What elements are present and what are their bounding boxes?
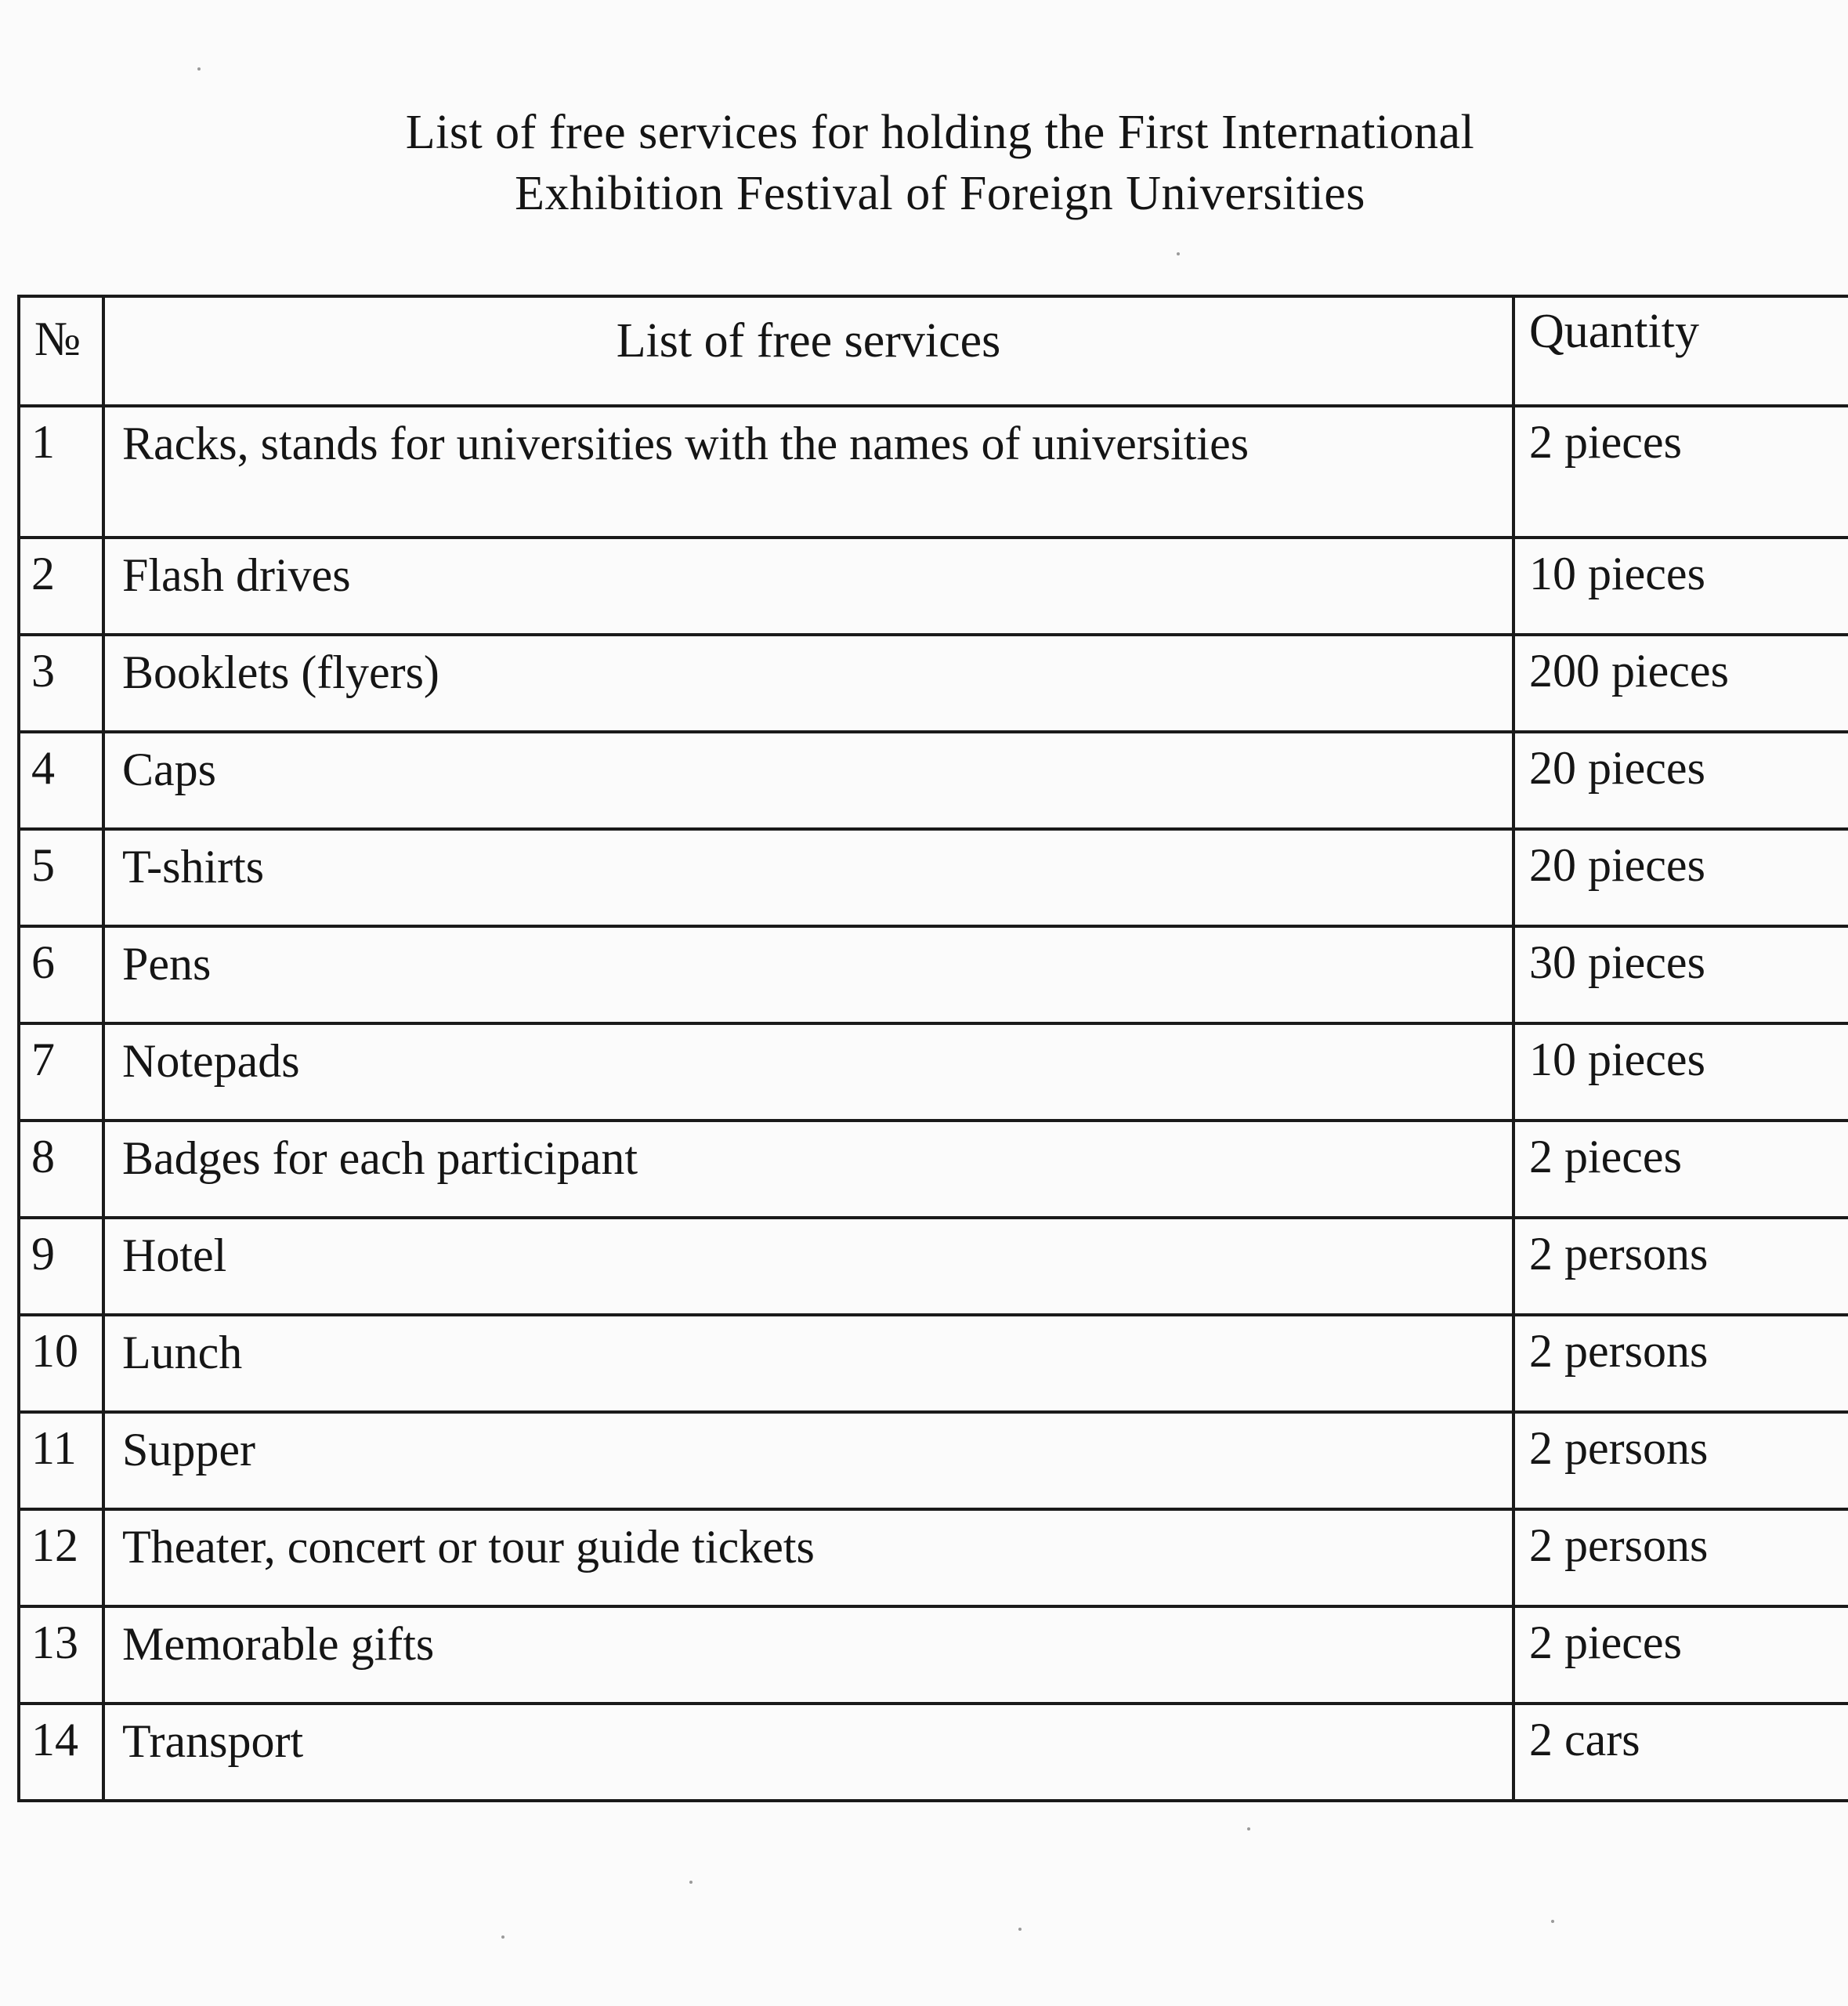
row-number: 13 bbox=[19, 1606, 103, 1704]
table-row bbox=[19, 1315, 1848, 1412]
table-row bbox=[19, 1121, 1848, 1218]
row-quantity: 2 persons bbox=[1513, 1509, 1848, 1606]
row-service: Flash drives bbox=[103, 538, 1513, 635]
title-line-1: List of free services for holding the First International bbox=[405, 106, 1475, 159]
row-quantity: 2 persons bbox=[1513, 1315, 1848, 1412]
row-number: 14 bbox=[19, 1704, 103, 1801]
header-service: List of free services bbox=[103, 296, 1513, 406]
row-quantity: 200 pieces bbox=[1513, 635, 1848, 732]
table-row bbox=[19, 1218, 1848, 1315]
row-service: T-shirts bbox=[103, 829, 1513, 926]
row-number: 7 bbox=[19, 1023, 103, 1121]
row-quantity: 2 pieces bbox=[1513, 1606, 1848, 1704]
free-services-table bbox=[17, 295, 1848, 1802]
row-number: 3 bbox=[19, 635, 103, 732]
table-row bbox=[19, 926, 1848, 1023]
row-number: 9 bbox=[19, 1218, 103, 1315]
table-header-row bbox=[19, 296, 1848, 406]
row-service: Caps bbox=[103, 732, 1513, 829]
row-quantity: 2 pieces bbox=[1513, 1121, 1848, 1218]
row-quantity: 2 pieces bbox=[1513, 406, 1848, 538]
row-quantity: 2 persons bbox=[1513, 1412, 1848, 1509]
row-number: 1 bbox=[19, 406, 103, 538]
row-service: Badges for each participant bbox=[103, 1121, 1513, 1218]
row-service: Supper bbox=[103, 1412, 1513, 1509]
table-row bbox=[19, 538, 1848, 635]
row-quantity: 20 pieces bbox=[1513, 829, 1848, 926]
row-number: 8 bbox=[19, 1121, 103, 1218]
row-number: 10 bbox=[19, 1315, 103, 1412]
table-row bbox=[19, 1606, 1848, 1704]
scan-speck bbox=[197, 67, 201, 71]
row-number: 2 bbox=[19, 538, 103, 635]
table-row bbox=[19, 732, 1848, 829]
scan-speck bbox=[1177, 252, 1180, 255]
header-number: № bbox=[19, 296, 103, 406]
title-line-2: Exhibition Festival of Foreign Universities bbox=[515, 167, 1365, 220]
scan-speck bbox=[501, 1935, 504, 1939]
header-quantity: Quantity bbox=[1513, 296, 1848, 406]
row-service: Notepads bbox=[103, 1023, 1513, 1121]
table-row bbox=[19, 1412, 1848, 1509]
table-row bbox=[19, 1023, 1848, 1121]
row-quantity: 2 persons bbox=[1513, 1218, 1848, 1315]
row-number: 4 bbox=[19, 732, 103, 829]
table-row bbox=[19, 406, 1848, 538]
row-service: Racks, stands for universities with the names of universities bbox=[103, 406, 1513, 538]
table-row bbox=[19, 1704, 1848, 1801]
scan-speck bbox=[689, 1881, 693, 1884]
row-quantity: 2 cars bbox=[1513, 1704, 1848, 1801]
row-service: Hotel bbox=[103, 1218, 1513, 1315]
scan-speck bbox=[1018, 1928, 1022, 1931]
row-quantity: 10 pieces bbox=[1513, 538, 1848, 635]
scan-speck bbox=[1247, 1827, 1250, 1830]
scan-speck bbox=[1551, 1920, 1554, 1923]
row-number: 6 bbox=[19, 926, 103, 1023]
table-row bbox=[19, 829, 1848, 926]
row-service: Lunch bbox=[103, 1315, 1513, 1412]
document-title bbox=[298, 102, 1582, 224]
table-row bbox=[19, 1509, 1848, 1606]
row-service: Memorable gifts bbox=[103, 1606, 1513, 1704]
row-quantity: 30 pieces bbox=[1513, 926, 1848, 1023]
row-quantity: 10 pieces bbox=[1513, 1023, 1848, 1121]
row-service: Theater, concert or tour guide tickets bbox=[103, 1509, 1513, 1606]
row-number: 12 bbox=[19, 1509, 103, 1606]
row-service: Transport bbox=[103, 1704, 1513, 1801]
row-number: 11 bbox=[19, 1412, 103, 1509]
row-quantity: 20 pieces bbox=[1513, 732, 1848, 829]
table-row bbox=[19, 635, 1848, 732]
row-service: Pens bbox=[103, 926, 1513, 1023]
row-number: 5 bbox=[19, 829, 103, 926]
row-service: Booklets (flyers) bbox=[103, 635, 1513, 732]
